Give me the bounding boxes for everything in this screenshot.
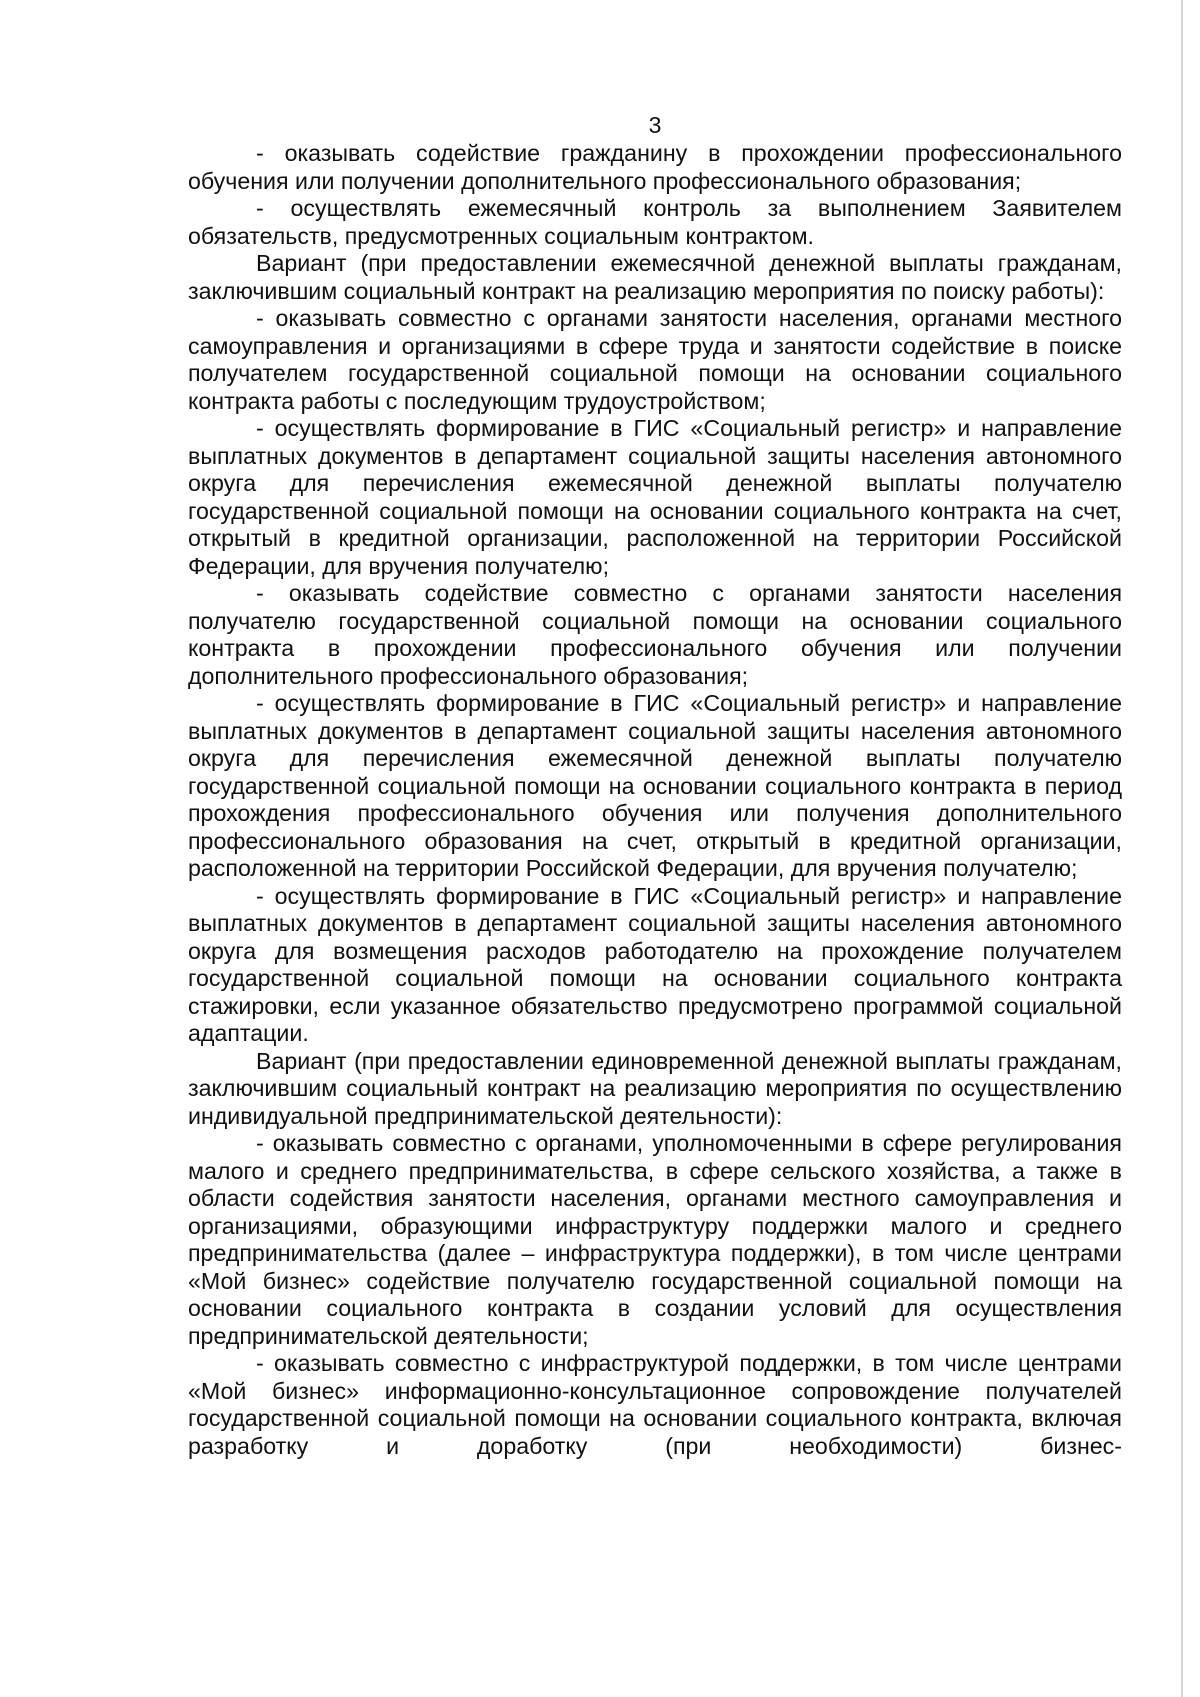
paragraph-employer-reimbursement: - осуществлять формирование в ГИС «Социальный регистр» и направление выплатных документов в департамент социальной защиты населения автономного округа для возмещения расходов работодателю на прохождение получателем государственной социальной помощи на основании социального контракта стажировки, если указанное обязательство предусмотрено программой социальной адаптации. [188, 882, 1122, 1046]
paragraph-training-assistance: - оказывать содействие гражданину в прохождении профессионального обучения или получении дополнительного профессионального образования; [188, 140, 1122, 194]
paragraph-training-assistance-recipient: - оказывать содействие совместно с органами занятости населения получателю государственной социальной помощи на основании социального контракта в прохождении профессионального обучения или получении дополнительного профессионального образования; [188, 580, 1122, 689]
paragraph-business-support: - оказывать совместно с инфраструктурой поддержки, в том числе центрами «Мой бизнес» информационно-консультационное сопровождение получателей государственной социальной помощи на основании социального контракта, включая разработку и доработку (при необходимости) бизнес- [188, 1350, 1122, 1459]
scan-edge-line [1181, 0, 1183, 1697]
paragraph-monthly-control: - осуществлять ежемесячный контроль за выполнением Заявителем обязательств, предусмотренных социальным контрактом. [188, 195, 1122, 249]
paragraph-variant-entrepreneurship: Вариант (при предоставлении единовременной денежной выплаты гражданам, заключившим социальный контракт на реализацию мероприятия по осуществлению индивидуальной предпринимательской деятельности): [188, 1047, 1122, 1129]
paragraph-business-conditions: - оказывать совместно с органами, уполномоченными в сфере регулирования малого и среднего предпринимательства, в сфере сельского хозяйства, а также в области содействия занятости населения, органами местного самоуправления и организациями, образующими инфраструктуру поддержки малого и среднего предпринимательства (далее – инфраструктура поддержки), в том числе центрами «Мой бизнес» содействие получателю государственной социальной помощи на основании социального контракта в создании условий для осуществления предпринимательской деятельности; [188, 1130, 1122, 1349]
document-body [188, 140, 1122, 1460]
paragraph-payment-documents-monthly: - осуществлять формирование в ГИС «Социальный регистр» и направление выплатных документов в департамент социальной защиты населения автономного округа для перечисления ежемесячной денежной выплаты получателю государственной социальной помощи на основании социального контракта на счет, открытый в кредитной организации, расположенной на территории Российской Федерации, для вручения получателю; [188, 415, 1122, 579]
paragraph-payment-documents-training: - осуществлять формирование в ГИС «Социальный регистр» и направление выплатных документов в департамент социальной защиты населения автономного округа для перечисления ежемесячной денежной выплаты получателю государственной социальной помощи на основании социального контракта в период прохождения профессионального обучения или получения дополнительного профессионального образования на счет, открытый в кредитной организации, расположенной на территории Российской Федерации, для вручения получателю; [188, 690, 1122, 881]
paragraph-job-search-assistance: - оказывать совместно с органами занятости населения, органами местного самоуправления и организациями в сфере труда и занятости содействие в поиске получателем государственной социальной помощи на основании социального контракта работы с последующим трудоустройством; [188, 305, 1122, 414]
paragraph-variant-job-search: Вариант (при предоставлении ежемесячной денежной выплаты гражданам, заключившим социальный контракт на реализацию мероприятия по поиску работы): [188, 250, 1122, 304]
page-number: 3 [648, 112, 662, 138]
